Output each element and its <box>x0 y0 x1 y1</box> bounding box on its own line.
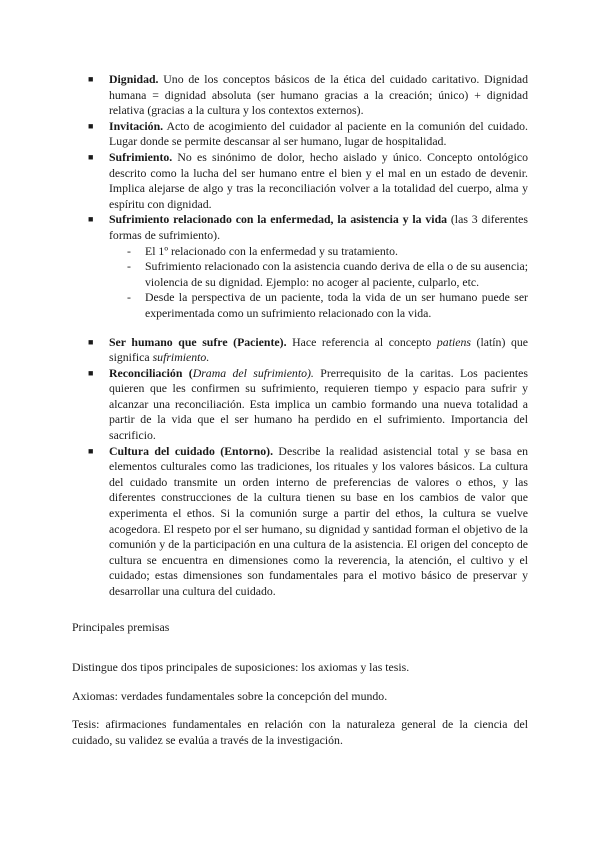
bullet-icon: ■ <box>88 214 94 225</box>
paragraph: Axiomas: verdades fundamentales sobre la concepción del mundo. <box>72 689 388 703</box>
sub-item: - El 1º relacionado con la enfermedad y su tratamiento. <box>127 243 398 258</box>
term: Dignidad. <box>109 72 159 86</box>
list-item-cultura <box>88 443 529 600</box>
bullet-icon: ■ <box>88 336 94 347</box>
bullet-icon: ■ <box>88 120 94 131</box>
dash-icon: - <box>127 259 131 274</box>
paragraph: Distingue dos tipos principales de suposiciones: los axiomas y las tesis. <box>72 660 410 674</box>
bullet-icon: ■ <box>88 74 94 84</box>
term: Sufrimiento. <box>109 149 173 164</box>
definition: Prerrequisito de la caritas. Los pacientes quieren que les confirmen su sufrimiento, requieren tiempo y espacio para sufrir y alcanzar una reconciliación. Esta implica un cambio formando una nueva totalidad a partir de la vida que el ser humano ha perdido en el sufrimiento. Importancia del sacrificio. <box>109 365 528 443</box>
definition: No es sinónimo de dolor, hecho aislado y único. Concepto ontológico descrito como la lucha del ser humano entre el bien y el mal en un estado de devenir. Implica alejarse de algo y tras la reconciliación volver a la totalidad del cuerpo, alma y espíritu con dignidad. <box>109 149 528 211</box>
concept-list <box>88 72 529 600</box>
list-item-reconciliacion: ■ Reconciliación (Drama del sufrimiento). Prerrequisito de la caritas. Los pacientes quieren que les confirmen su sufrimiento, requieren tiempo y espacio para sufrir y alcanzar una reconciliación. Esta implica un cambio formando una nueva totalidad a partir de la vida que el ser humano ha perdido en el sufrimiento. Importancia del sacrificio. <box>88 365 528 443</box>
term: Invitación. <box>109 118 164 133</box>
sub-item: - Sufrimiento relacionado con la asistencia cuando deriva de ella o de su ausencia; violencia de su dignidad. Ejemplo: no acoger al paciente, culparlo, etc. <box>127 259 528 289</box>
section-title: Principales premisas <box>72 620 170 634</box>
list-item-dignidad <box>88 72 528 119</box>
dash-icon: - <box>127 290 131 305</box>
bullet-icon: ■ <box>88 367 94 378</box>
term: Ser humano que sufre (Paciente). <box>109 334 287 349</box>
definition: Acto de acogimiento del cuidador al paciente en la comunión del cuidado. Lugar donde se permite descansar al ser humano, lugar de hospitalidad. <box>109 118 528 149</box>
term: Reconciliación ( <box>109 365 193 380</box>
list-item-ser-humano: ■ Ser humano que sufre (Paciente). Hace referencia al concepto patiens (latín) que significa sufrimiento. <box>88 334 528 365</box>
bullet-icon: ■ <box>88 151 94 162</box>
list-item-formas-sufrimiento <box>88 212 528 321</box>
list-item-invitacion <box>88 118 528 150</box>
definition: Uno de los conceptos básicos de la ética del cuidado caritativo. Dignidad humana = dignidad absoluta (ser humano gracias a la creación; único) + dignidad relativa (gracias a la cultura y los contextos externos). <box>109 72 528 118</box>
dash-icon: - <box>127 243 131 258</box>
sub-item: - Desde la perspectiva de un paciente, toda la vida de un ser humano puede ser experimentada como un sufrimiento relacionado con la vida. <box>127 290 528 320</box>
definition: Describe la realidad asistencial total y se basa en elementos culturales como las tradiciones, los rituales y los valores básicos. La cultura del cuidado transmite un orden interno de preferencias de valores o ethos, y las diferentes construcciones de la cultura tienen su base en los cambios de valor que experimenta el ethos. Si la comunión surge a partir del ethos, la cultura se vuelve acogedora. El respeto por el ser humano, su dignidad y santidad forman el objetivo de la comunión y de la participación en una cultura de la asistencia. El origen del concepto de cultura se encuentra en dimensiones como la reverencia, la atención, el cultivo y el cuidado; estas dimensiones son fundamentales para el motivo básico de preservar y desarrollar una cultura del cuidado. <box>109 443 529 598</box>
term: Cultura del cuidado (Entorno). <box>109 443 274 458</box>
list-item-sufrimiento <box>88 149 528 212</box>
paragraph: Tesis: afirmaciones fundamentales en relación con la naturaleza general de la ciencia del cuidado, su validez se evalúa a través de la investigación. <box>72 717 528 747</box>
bullet-icon: ■ <box>88 445 94 456</box>
term: Sufrimiento relacionado con la enfermedad, la asistencia y la vida <box>109 212 448 227</box>
sub-list <box>109 244 528 322</box>
spacer <box>91 322 528 335</box>
definition: (las 3 diferentes formas de sufrimiento). <box>109 212 528 242</box>
